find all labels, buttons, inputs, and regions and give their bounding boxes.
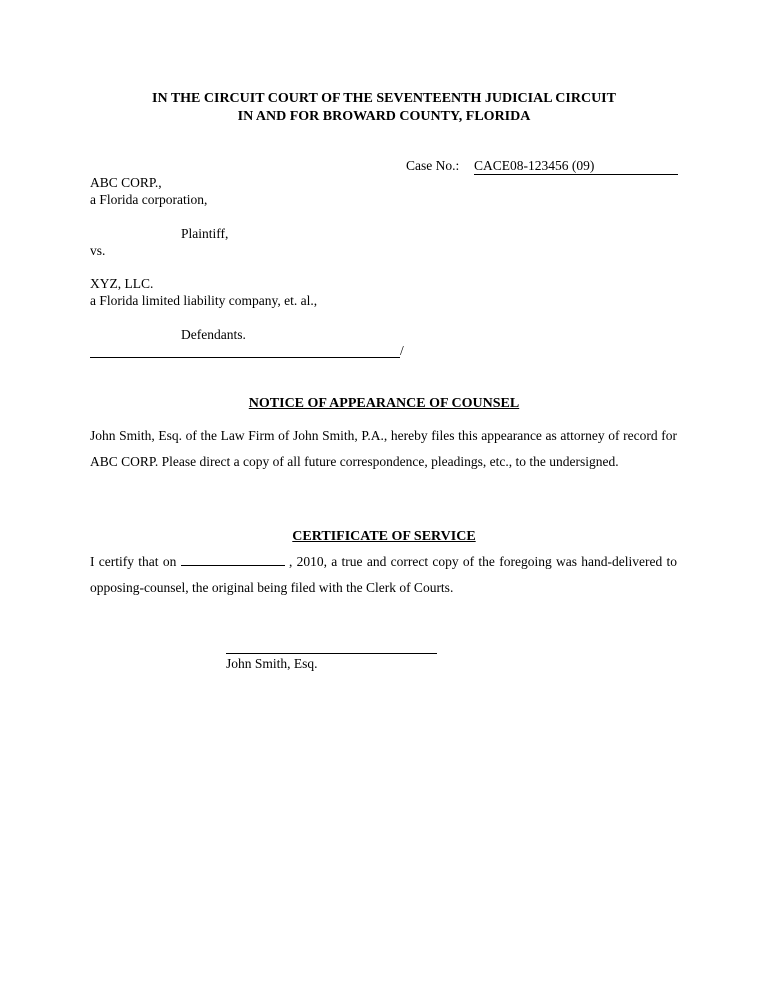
certificate-heading: CERTIFICATE OF SERVICE — [292, 529, 476, 544]
court-title-line-1: IN THE CIRCUIT COURT OF THE SEVENTEENTH JUDICIAL CIRCUIT — [152, 91, 616, 106]
date-blank-line — [181, 553, 285, 566]
versus-label: vs. — [90, 243, 106, 258]
notice-heading: NOTICE OF APPEARANCE OF COUNSEL — [248, 396, 520, 411]
plaintiff-name: ABC CORP., — [90, 175, 162, 190]
defendant-name: XYZ, LLC. — [90, 276, 154, 291]
signature-name: John Smith, Esq. — [226, 656, 318, 671]
case-number-value: CACE08-123456 (09) — [474, 158, 678, 175]
court-title-line-2: IN AND FOR BROWARD COUNTY, FLORIDA — [237, 109, 531, 124]
caption-divider-slash: / — [400, 343, 404, 358]
signature-line — [226, 653, 437, 654]
defendant-description: a Florida limited liability company, et. al., — [90, 293, 318, 308]
case-number-label: Case No.: — [406, 158, 460, 173]
defendant-role: Defendants. — [181, 327, 246, 342]
certificate-body — [90, 549, 677, 600]
caption-divider-line — [90, 357, 400, 358]
certificate-body-start: I certify that on — [90, 554, 177, 569]
certificate-body-end: , 2010, a true and correct copy of the foregoing was hand-delivered to opposing-counsel, the original being filed with the Clerk of Courts. — [90, 554, 678, 595]
notice-body: John Smith, Esq. of the Law Firm of John Smith, P.A., hereby files this appearance as attorney of record for ABC CORP. Please direct a copy of all future correspondence, pleadings, etc., to the undersigned. — [90, 428, 677, 469]
plaintiff-description: a Florida corporation, — [90, 192, 208, 207]
plaintiff-role: Plaintiff, — [181, 226, 229, 241]
